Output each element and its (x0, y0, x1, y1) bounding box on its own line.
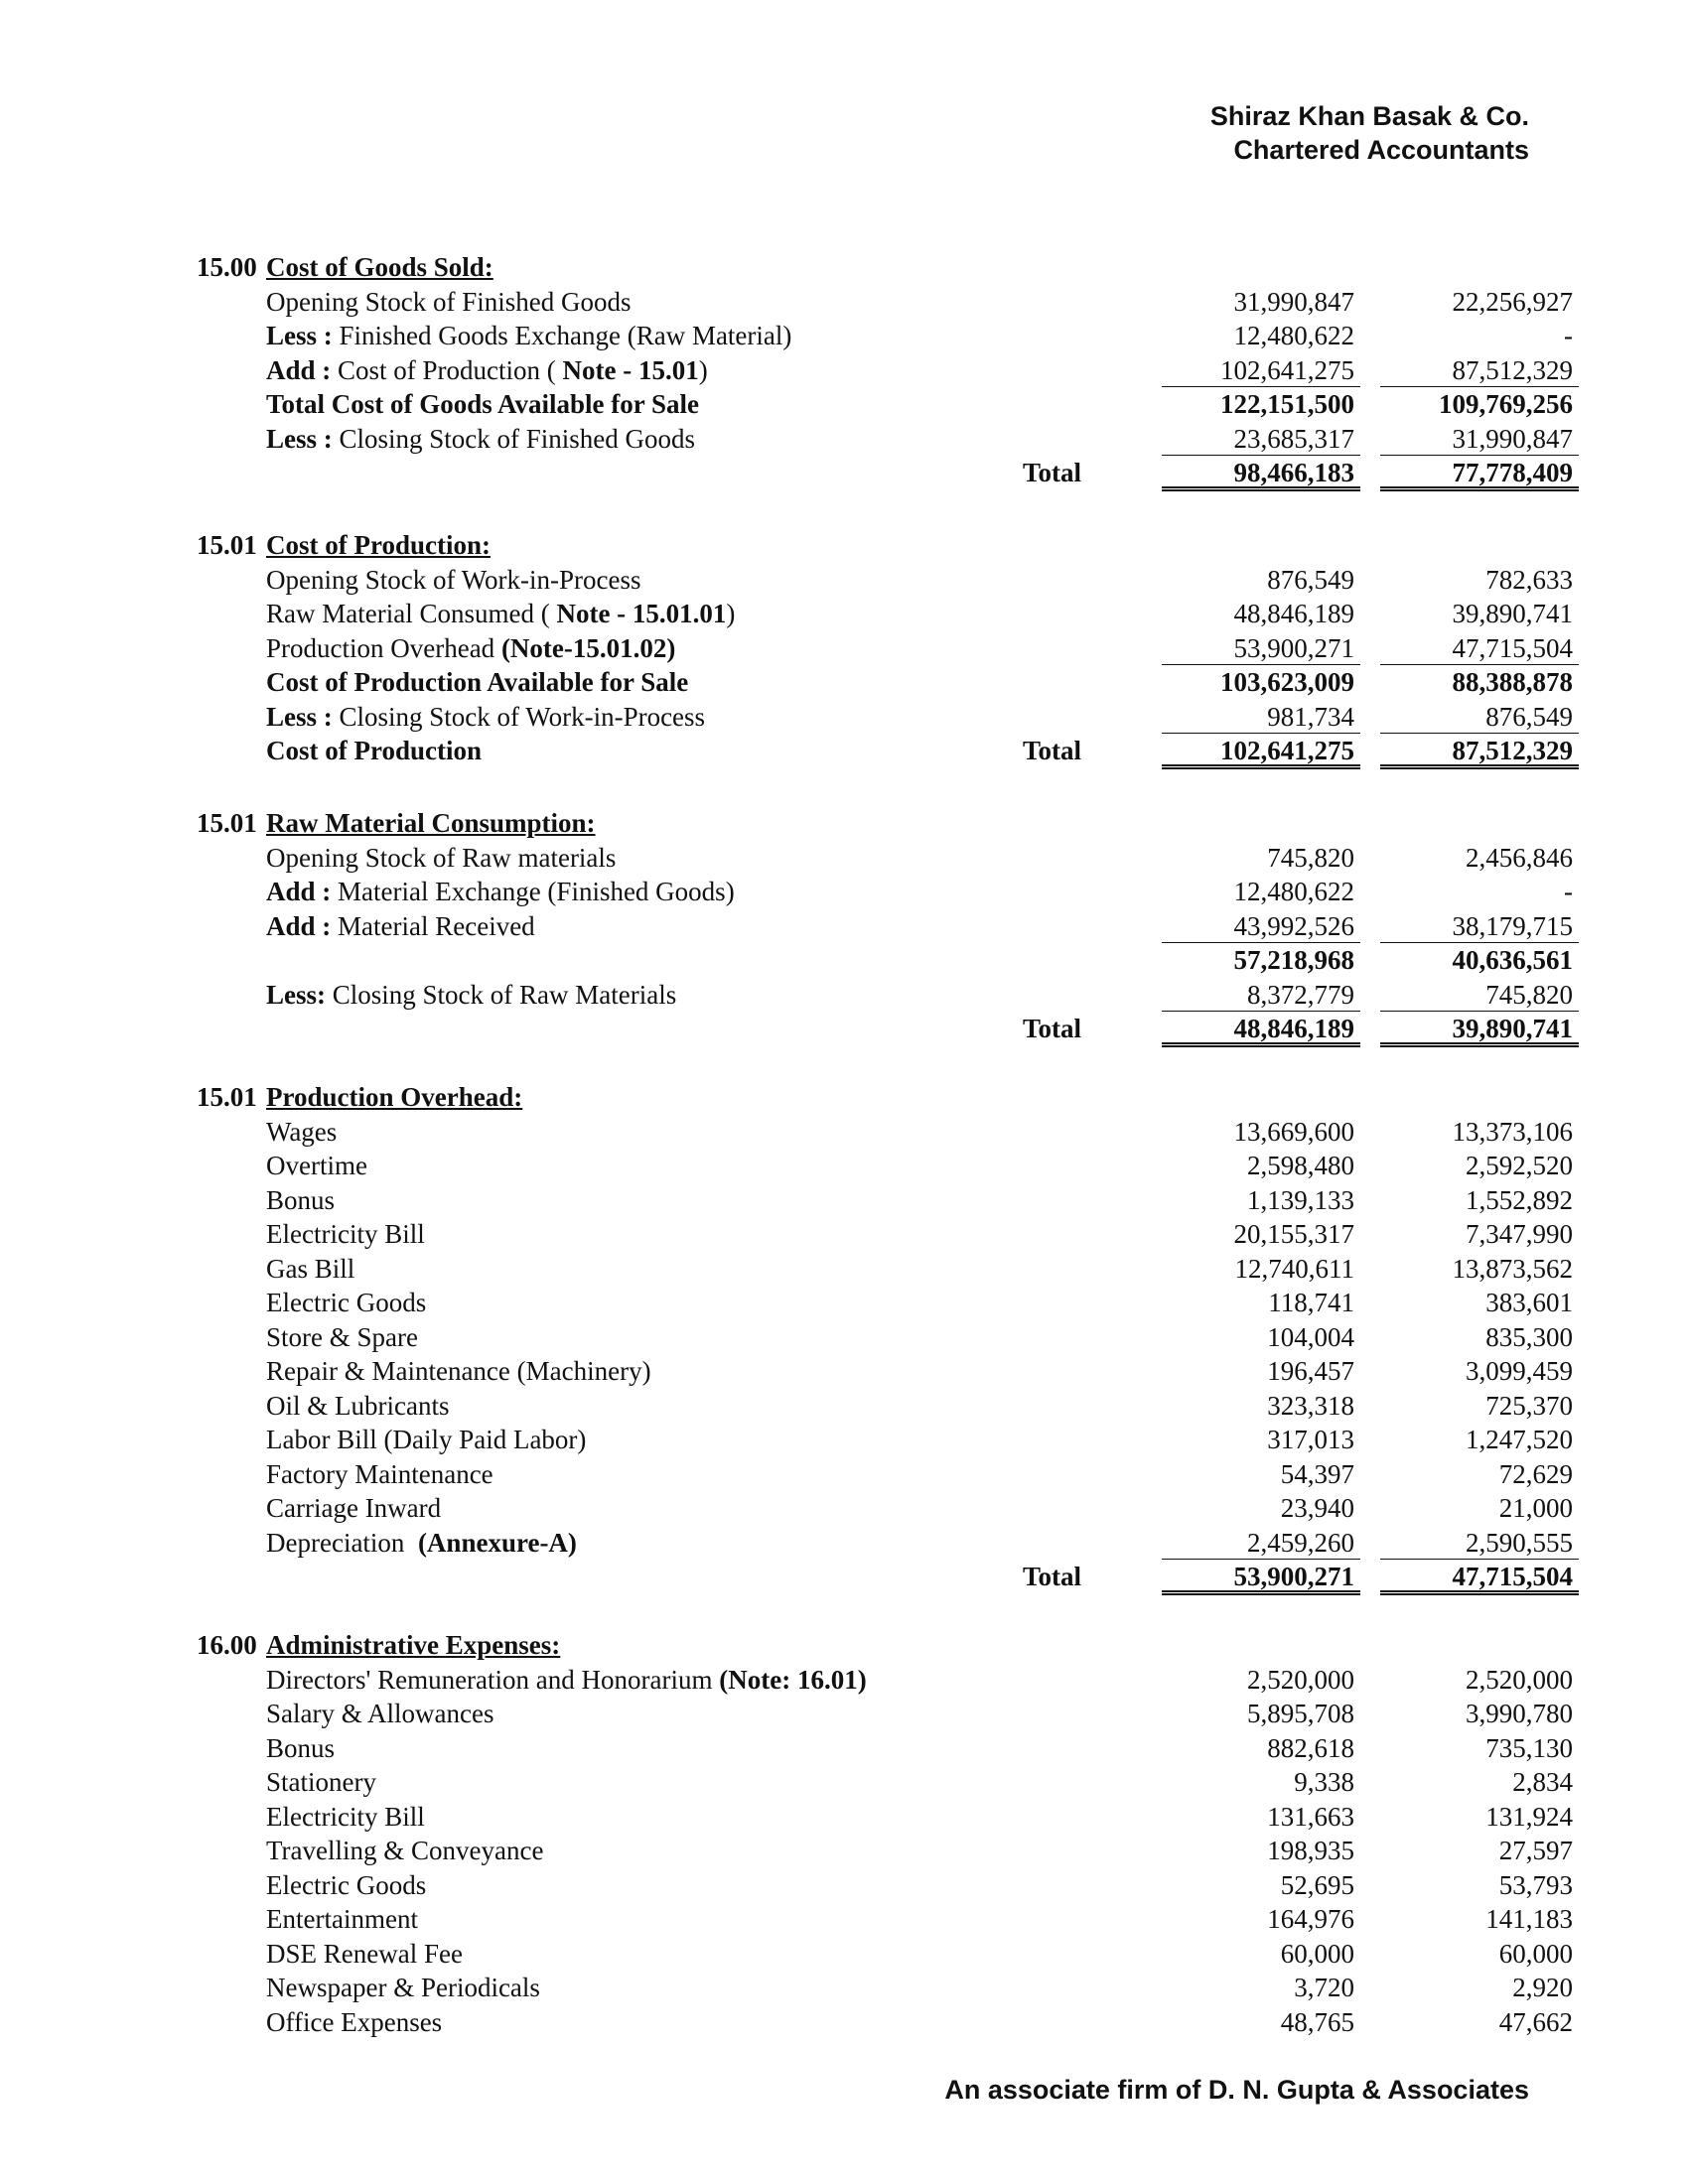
current-year-value: 48,846,189 (1233, 599, 1354, 628)
table-row (0, 1868, 1688, 1903)
section-title: Raw Material Consumption: (266, 808, 596, 838)
section-number: 15.01 (197, 530, 257, 560)
section-number: 16.00 (197, 1630, 257, 1660)
table-row (0, 1663, 1688, 1698)
current-year-value: 9,338 (1294, 1767, 1354, 1797)
row-label: DSE Renewal Fee (266, 1938, 463, 1969)
row-label: Overtime (266, 1151, 367, 1180)
section-title: Cost of Production: (266, 530, 491, 560)
current-year-value: 3,720 (1294, 1973, 1354, 2002)
previous-year-value: 383,601 (1485, 1288, 1573, 1317)
row-label: Opening Stock of Work-in-Process (266, 564, 641, 595)
current-year-value: 164,976 (1267, 1904, 1354, 1934)
total-label: Total (1023, 1562, 1082, 1591)
section-heading (0, 806, 1688, 841)
firm-name: Shiraz Khan Basak & Co. (1209, 101, 1529, 131)
current-year-value: 103,623,009 (1220, 667, 1354, 697)
previous-year-value: 876,549 (1380, 700, 1579, 735)
row-label: Oil & Lubricants (266, 1390, 450, 1421)
current-year-value: 323,318 (1267, 1390, 1354, 1421)
table-row (0, 1800, 1688, 1835)
firm-header (933, 99, 1529, 167)
table-row (0, 597, 1688, 631)
previous-year-value: 39,890,741 (1452, 599, 1573, 628)
table-row (0, 1286, 1688, 1320)
current-year-value: 54,397 (1280, 1458, 1354, 1489)
previous-year-value: - (1564, 877, 1573, 906)
current-year-value: 981,734 (1162, 700, 1360, 735)
table-row (0, 1354, 1688, 1389)
table-row (0, 1149, 1688, 1183)
current-year-value: 2,459,260 (1162, 1526, 1360, 1561)
row-label: Electric Goods (266, 1288, 427, 1317)
table-row (0, 1183, 1688, 1218)
row-label: Carriage Inward (266, 1493, 442, 1523)
previous-year-value: 2,456,846 (1466, 842, 1573, 873)
current-year-total: 53,900,271 (1162, 1560, 1360, 1595)
row-label: Salary & Allowances (266, 1699, 494, 1728)
current-year-value: 57,218,968 (1233, 945, 1354, 975)
current-year-total: 98,466,183 (1162, 456, 1360, 491)
section-title: Administrative Expenses: (266, 1630, 561, 1660)
table-row (0, 285, 1688, 320)
row-label: Bonus (266, 1184, 336, 1215)
section-heading (0, 1080, 1688, 1115)
total-row (0, 1012, 1688, 1046)
current-year-value: 745,820 (1267, 842, 1354, 873)
row-label: Electricity Bill (266, 1801, 425, 1832)
section-number: 15.01 (197, 1082, 257, 1112)
current-year-value: 876,549 (1267, 564, 1354, 595)
previous-year-value: 131,924 (1485, 1801, 1573, 1832)
previous-year-value: 782,633 (1485, 564, 1573, 595)
current-year-value: 1,139,133 (1247, 1184, 1354, 1215)
row-label: Production Overhead (Note-15.01.02) (266, 632, 676, 663)
section-title: Cost of Goods Sold: (266, 252, 493, 282)
current-year-value: 2,598,480 (1247, 1151, 1354, 1180)
table-row (0, 422, 1688, 457)
table-row (0, 909, 1688, 944)
row-label: Directors' Remuneration and Honorarium (Note: 16.01) (266, 1664, 867, 1695)
footer-associate-note: An associate firm of D. N. Gupta & Associates (944, 2075, 1529, 2105)
row-label: Electric Goods (266, 1869, 427, 1900)
previous-year-total: 47,715,504 (1380, 1560, 1579, 1595)
current-year-value: 5,895,708 (1247, 1699, 1354, 1728)
previous-year-value: 141,183 (1485, 1904, 1573, 1934)
previous-year-value: 3,099,459 (1466, 1356, 1573, 1386)
previous-year-value: 2,590,555 (1380, 1526, 1579, 1561)
table-row (0, 319, 1688, 353)
previous-year-value: 38,179,715 (1380, 909, 1579, 944)
previous-year-value: 109,769,256 (1439, 389, 1573, 419)
previous-year-total: 39,890,741 (1380, 1012, 1579, 1047)
row-label: Entertainment (266, 1904, 418, 1934)
section-cost-of-production (0, 528, 1688, 768)
previous-year-value: 3,990,780 (1466, 1699, 1573, 1728)
row-label: Cost of Production Available for Sale (266, 667, 689, 697)
previous-year-value: 2,834 (1512, 1767, 1573, 1797)
total-row (0, 456, 1688, 490)
row-label: Less : Closing Stock of Finished Goods (266, 423, 696, 454)
table-row (0, 1971, 1688, 2005)
row-label: Total Cost of Goods Available for Sale (266, 389, 700, 419)
current-year-value: 43,992,526 (1162, 909, 1360, 944)
current-year-total: 102,641,275 (1162, 734, 1360, 769)
table-row (0, 1457, 1688, 1492)
row-label: Office Expenses (266, 2006, 443, 2037)
table-row (0, 1320, 1688, 1355)
row-label: Repair & Maintenance (Machinery) (266, 1356, 651, 1386)
table-row (0, 875, 1688, 909)
previous-year-value: - (1564, 321, 1573, 350)
current-year-value: 31,990,847 (1233, 286, 1354, 317)
table-row (0, 1697, 1688, 1731)
previous-year-value: 745,820 (1380, 978, 1579, 1013)
total-label: Total (1023, 458, 1082, 487)
previous-year-value: 60,000 (1498, 1938, 1573, 1969)
current-year-value: 20,155,317 (1233, 1219, 1354, 1249)
row-label: Add : Material Received (266, 910, 535, 941)
table-row (0, 563, 1688, 598)
current-year-value: 23,940 (1280, 1493, 1354, 1523)
table-row (0, 665, 1688, 700)
previous-year-value: 87,512,329 (1380, 353, 1579, 388)
current-year-value: 131,663 (1267, 1801, 1354, 1832)
current-year-value: 53,900,271 (1162, 631, 1360, 666)
subtotal-row (0, 943, 1688, 978)
current-year-value: 198,935 (1267, 1836, 1354, 1865)
row-label: Opening Stock of Raw materials (266, 842, 617, 873)
row-label: Travelling & Conveyance (266, 1836, 544, 1865)
previous-year-value: 27,597 (1498, 1836, 1573, 1865)
current-year-value: 48,765 (1280, 2006, 1354, 2037)
current-year-value: 23,685,317 (1162, 422, 1360, 457)
previous-year-value: 725,370 (1485, 1390, 1573, 1421)
section-title: Production Overhead: (266, 1082, 523, 1112)
previous-year-value: 72,629 (1498, 1458, 1573, 1489)
table-row (0, 1115, 1688, 1150)
current-year-value: 104,004 (1267, 1321, 1354, 1352)
row-label: Gas Bill (266, 1253, 355, 1284)
table-row (0, 1491, 1688, 1526)
total-row (0, 734, 1688, 768)
current-year-value: 317,013 (1267, 1425, 1354, 1454)
row-label: Add : Material Exchange (Finished Goods) (266, 877, 735, 906)
row-label: Store & Spare (266, 1321, 418, 1352)
table-row (0, 353, 1688, 388)
section-administrative-expenses (0, 1628, 1688, 2039)
previous-year-value: 53,793 (1498, 1869, 1573, 1900)
current-year-value: 52,695 (1280, 1869, 1354, 1900)
firm-type: Chartered Accountants (1233, 135, 1529, 165)
table-row (0, 631, 1688, 666)
previous-year-value: 47,662 (1498, 2006, 1573, 2037)
current-year-value: 12,740,611 (1234, 1253, 1354, 1284)
previous-year-value: 13,373,106 (1452, 1116, 1573, 1147)
section-number: 15.00 (197, 252, 257, 282)
row-label: Less : Finished Goods Exchange (Raw Material) (266, 321, 792, 350)
table-row (0, 841, 1688, 876)
section-production-overhead (0, 1080, 1688, 1594)
table-row (0, 1423, 1688, 1457)
current-year-value: 12,480,622 (1233, 877, 1354, 906)
row-label: Factory Maintenance (266, 1458, 493, 1489)
previous-year-total: 87,512,329 (1380, 734, 1579, 769)
table-row (0, 1902, 1688, 1937)
current-year-total: 48,846,189 (1162, 1012, 1360, 1047)
table-row (0, 1526, 1688, 1561)
total-label: Total (1023, 1014, 1082, 1043)
previous-year-value: 40,636,561 (1452, 945, 1573, 975)
row-label: Depreciation (Annexure-A) (266, 1527, 577, 1558)
row-label: Raw Material Consumed ( Note - 15.01.01) (266, 599, 736, 628)
row-label: Stationery (266, 1767, 376, 1797)
current-year-value: 122,151,500 (1220, 389, 1354, 419)
table-row (0, 978, 1688, 1013)
previous-year-value: 7,347,990 (1466, 1219, 1573, 1249)
current-year-value: 196,457 (1267, 1356, 1354, 1386)
table-row (0, 1834, 1688, 1868)
previous-year-value: 21,000 (1498, 1493, 1573, 1523)
row-label: Labor Bill (Daily Paid Labor) (266, 1425, 587, 1454)
table-row (0, 1252, 1688, 1287)
row-label: Newspaper & Periodicals (266, 1973, 540, 2002)
previous-year-value: 1,247,520 (1466, 1425, 1573, 1454)
current-year-value: 60,000 (1280, 1938, 1354, 1969)
row-label: Wages (266, 1116, 338, 1147)
row-label: Electricity Bill (266, 1219, 425, 1249)
previous-year-value: 2,920 (1512, 1973, 1573, 2002)
section-heading (0, 250, 1688, 285)
previous-year-value: 13,873,562 (1452, 1253, 1573, 1284)
table-row (0, 1389, 1688, 1424)
previous-year-value: 31,990,847 (1380, 422, 1579, 457)
table-row (0, 1217, 1688, 1252)
previous-year-value: 2,520,000 (1466, 1664, 1573, 1695)
row-label: Bonus (266, 1732, 336, 1763)
total-row (0, 1560, 1688, 1594)
table-row (0, 387, 1688, 422)
previous-year-value: 47,715,504 (1380, 631, 1579, 666)
table-row (0, 2005, 1688, 2040)
previous-year-value: 1,552,892 (1466, 1184, 1573, 1215)
row-label: Less: Closing Stock of Raw Materials (266, 979, 677, 1010)
current-year-value: 102,641,275 (1162, 353, 1360, 388)
current-year-value: 2,520,000 (1247, 1664, 1354, 1695)
previous-year-value: 88,388,878 (1452, 667, 1573, 697)
previous-year-value: 22,256,927 (1452, 286, 1573, 317)
current-year-value: 8,372,779 (1162, 978, 1360, 1013)
section-heading (0, 1628, 1688, 1663)
total-label: Total (1023, 736, 1082, 765)
current-year-value: 118,741 (1268, 1288, 1354, 1317)
table-row (0, 1731, 1688, 1766)
row-label: Cost of Production (266, 736, 483, 765)
table-row (0, 700, 1688, 735)
current-year-value: 882,618 (1267, 1732, 1354, 1763)
row-label: Less : Closing Stock of Work-in-Process (266, 701, 706, 732)
previous-year-value: 835,300 (1485, 1321, 1573, 1352)
previous-year-value: 735,130 (1485, 1732, 1573, 1763)
row-label: Add : Cost of Production ( Note - 15.01) (266, 354, 708, 385)
table-row (0, 1765, 1688, 1800)
previous-year-value: 2,592,520 (1466, 1151, 1573, 1180)
section-number: 15.01 (197, 808, 257, 838)
table-row (0, 1937, 1688, 1972)
previous-year-total: 77,778,409 (1380, 456, 1579, 491)
section-heading (0, 528, 1688, 563)
current-year-value: 12,480,622 (1233, 321, 1354, 350)
row-label: Opening Stock of Finished Goods (266, 286, 632, 317)
current-year-value: 13,669,600 (1233, 1116, 1354, 1147)
section-raw-material-consumption (0, 806, 1688, 1046)
section-cost-of-goods-sold (0, 250, 1688, 490)
